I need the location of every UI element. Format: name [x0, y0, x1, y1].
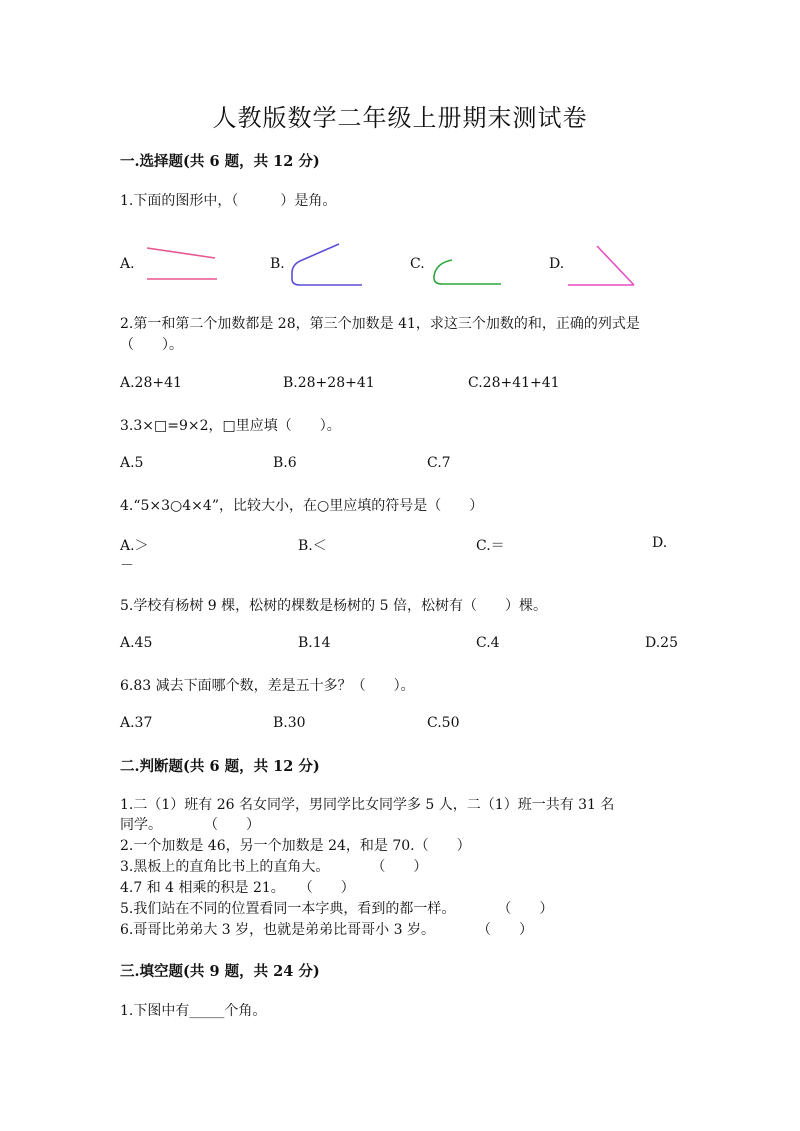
q2-option-b: B.28+28+41 [283, 375, 375, 391]
figure-c-arc [430, 258, 505, 288]
question-1: 1.下面的图形中，（ ）是角。 [120, 193, 337, 209]
q4-option-c: C.＝ [476, 538, 505, 554]
figure-d-angle [565, 244, 637, 289]
fill-question-1: 1.下图中有_____个角。 [120, 1003, 267, 1019]
judgement-item-2: 2.一个加数是 46，另一个加数是 24，和是 70.（ ） [120, 838, 471, 854]
ray-d-slanted [597, 246, 634, 285]
option-d: D. [549, 256, 565, 272]
segment-a-top [147, 248, 215, 258]
q4-option-a: A.＞ [120, 538, 149, 554]
question-4: 4.“5×3○4×4”，比较大小，在○里应填的符号是（ ） [120, 498, 484, 514]
arc-c [434, 260, 501, 284]
q3-option-a: A.5 [120, 455, 144, 471]
q6-option-b: B.30 [273, 715, 306, 731]
option-a: A. [120, 256, 135, 272]
question-5: 5.学校有杨树 9 棵，松树的棵数是杨树的 5 倍，松树有（ ）棵。 [120, 598, 547, 614]
q5-option-d: D.25 [645, 635, 678, 651]
q6-option-a: A.37 [120, 715, 153, 731]
q6-option-c: C.50 [427, 715, 460, 731]
option-b: B. [270, 256, 285, 272]
question-3: 3.3×□=9×2，□里应填（ ）。 [120, 418, 341, 434]
judgement-item-1-cont: 同学。 （ ） [120, 817, 260, 833]
figure-a-two-segments [145, 245, 220, 285]
judgement-item-6: 6.哥哥比弟弟大 3 岁，也就是弟弟比哥哥小 3 岁。 （ ） [120, 922, 533, 938]
judgement-item-3: 3.黑板上的直角比书上的直角大。 （ ） [120, 859, 428, 875]
q4-option-d: D. [652, 535, 668, 551]
section-heading-fill: 三.填空题(共 9 题，共 24 分) [120, 963, 320, 980]
option-c: C. [410, 256, 425, 272]
judgement-item-1: 1.二（1）班有 26 名女同学，男同学比女同学多 5 人，二（1）班一共有 31 名 [120, 797, 615, 813]
q5-option-a: A.45 [120, 635, 153, 651]
question-2: 2.第一和第二个加数都是 28，第三个加数是 41，求这三个加数的和，正确的列式是（ ）。 [120, 316, 640, 353]
q3-option-c: C.7 [427, 455, 451, 471]
judgement-item-4: 4.7 和 4 相乘的积是 21。 （ ） [120, 880, 355, 896]
q3-option-b: B.6 [273, 455, 297, 471]
q2-option-c: C.28+41+41 [468, 375, 560, 391]
q4-option-b: B.＜ [298, 538, 327, 554]
question-6: 6.83 减去下面哪个数，差是五十多？（ ）。 [120, 678, 415, 694]
q4-option-d-symbol: － [120, 558, 134, 574]
q5-option-c: C.4 [476, 635, 500, 651]
page-title: 人教版数学二年级上册期末测试卷 [212, 104, 588, 132]
section-heading-judgement: 二.判断题(共 6 题，共 12 分) [120, 758, 320, 775]
section-heading-choice: 一.选择题(共 6 题，共 12 分) [120, 153, 320, 170]
curve-b [292, 244, 362, 285]
q2-option-a: A.28+41 [120, 375, 182, 391]
q5-option-b: B.14 [298, 635, 331, 651]
figure-b-curved-angle [288, 241, 366, 289]
judgement-item-5: 5.我们站在不同的位置看同一本字典，看到的都一样。 （ ） [120, 901, 554, 917]
